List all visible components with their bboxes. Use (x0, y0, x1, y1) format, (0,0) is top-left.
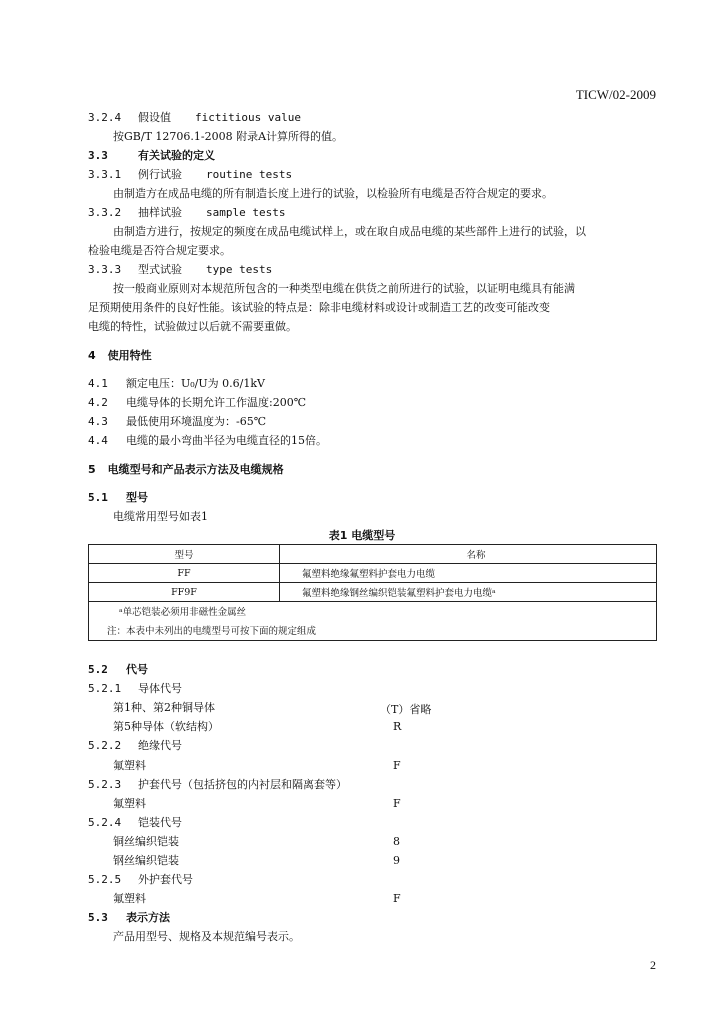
clause-body-line: 检验电缆是否符合规定要求。 (88, 244, 231, 257)
clause-number: 5.2.2 (88, 739, 122, 752)
clause-5-2-3 (88, 778, 347, 792)
clause-number: 3.3.1 (88, 168, 122, 181)
clause-title: 假设值 (138, 111, 171, 124)
clause-5-2-1 (88, 682, 182, 696)
clause-text: 电缆导体的长期允许工作温度:200℃ (126, 396, 307, 409)
clause-4-3 (88, 415, 266, 429)
clause-english-title: fictitious value (195, 111, 301, 124)
clause-number: 4.3 (88, 415, 108, 428)
clause-title: 型式试验 (138, 263, 182, 276)
clause-body-line: 足预期使用条件的良好性能。该试验的特点是：除非电缆材料或设计或制造工艺的改变可能改变 (88, 301, 550, 314)
code-value: R (393, 720, 402, 733)
code-value: F (393, 759, 401, 772)
clause-3-2-4 (88, 111, 301, 125)
clause-5-2-4 (88, 816, 182, 830)
document-id: TICW/02-2009 (575, 87, 656, 102)
section-number: 5 (88, 463, 96, 476)
clause-5-2-5 (88, 873, 193, 887)
clause-4-4 (88, 434, 327, 448)
clause-number: 4.2 (88, 396, 108, 409)
table-cell: FF (89, 564, 280, 583)
section-number: 3.3 (88, 149, 108, 162)
section-number: 4 (88, 349, 96, 362)
clause-3-3-1 (88, 168, 292, 182)
table-note: 注：本表中未列出的电缆型号可按下面的规定组成 (89, 620, 657, 641)
section-title: 电缆型号和产品表示方法及电缆规格 (107, 463, 284, 476)
section-title: 型号 (126, 491, 148, 504)
section-5-3 (88, 911, 170, 925)
clause-body-line: 电缆的特性，试验做过以后就不需要重做。 (88, 320, 297, 333)
clause-4-1 (88, 377, 265, 391)
code-label: 铜丝编织铠装 (113, 835, 179, 848)
section-5-1 (88, 491, 148, 505)
clause-title: 导体代号 (138, 682, 182, 695)
clause-body-line: 按一般商业原则对本规范所包含的一种类型电缆在供货之前所进行的试验，以证明电缆具有能满 (113, 282, 575, 295)
page-number: 2 (650, 958, 656, 972)
table-footnote: ᵃ单芯铠装必须用非磁性金属丝 (89, 602, 657, 621)
table-note-row (89, 620, 657, 641)
clause-4-2 (88, 396, 306, 410)
code-value: （T）省略 (380, 703, 432, 716)
code-value: F (393, 797, 401, 810)
table-header-cell: 型号 (89, 545, 280, 564)
clause-number: 5.2.3 (88, 778, 122, 791)
clause-title: 绝缘代号 (138, 739, 182, 752)
clause-title: 例行试验 (138, 168, 182, 181)
section-number: 5.1 (88, 491, 108, 504)
code-label: 第5种导体（软结构） (113, 720, 219, 733)
code-label: 氟塑料 (113, 759, 146, 772)
clause-english-title: routine tests (206, 168, 293, 181)
clause-english-title: sample tests (206, 206, 286, 219)
code-label: 第1种、第2种铜导体 (113, 701, 215, 714)
section-number: 5.3 (88, 911, 108, 924)
clause-number: 5.2.1 (88, 682, 122, 695)
clause-5-2-2 (88, 739, 182, 753)
table-row (89, 583, 657, 602)
code-value: 8 (393, 835, 400, 848)
section-3-3 (88, 149, 215, 163)
code-value: F (393, 892, 401, 905)
clause-english-title: type tests (206, 263, 273, 276)
clause-number: 4.1 (88, 377, 108, 390)
table-cell: FF9F (89, 583, 280, 602)
clause-body-line: 由制造方进行，按规定的频度在成品电缆试样上，或在取自成品电缆的某些部件上进行的试验，以 (113, 225, 586, 238)
cable-model-table (88, 544, 657, 641)
code-label: 氟塑料 (113, 797, 146, 810)
clause-body: 由制造方在成品电缆的所有制造长度上进行的试验，以检验所有电缆是否符合规定的要求。 (113, 187, 553, 200)
clause-title: 铠装代号 (138, 816, 182, 829)
table-footnote-row (89, 602, 657, 621)
clause-number: 5.2.5 (88, 873, 122, 886)
code-label: 钢丝编织铠装 (113, 854, 179, 867)
table-row (89, 564, 657, 583)
clause-text: 电缆的最小弯曲半径为电缆直径的15倍。 (126, 434, 327, 447)
clause-title: 抽样试验 (138, 206, 182, 219)
section-title: 使用特性 (107, 349, 152, 362)
clause-3-3-3 (88, 263, 272, 277)
clause-number: 3.3.2 (88, 206, 122, 219)
section-title: 有关试验的定义 (138, 149, 215, 162)
clause-text: 最低使用环境温度为：-65℃ (126, 415, 267, 428)
section-5 (88, 463, 284, 477)
table-header-cell: 名称 (280, 545, 657, 564)
section-title: 代号 (126, 663, 148, 676)
table-cell: 氟塑料绝缘氟塑料护套电力电缆 (280, 564, 657, 583)
code-label: 氟塑料 (113, 892, 146, 905)
clause-text: 额定电压：U₀/U为 0.6/1kV (126, 377, 265, 390)
clause-title: 外护套代号 (138, 873, 193, 886)
table-cell: 氟塑料绝缘钢丝编织铠装氟塑料护套电力电缆ᵃ (280, 583, 657, 602)
section-number: 5.2 (88, 663, 108, 676)
section-4 (88, 349, 152, 363)
clause-number: 5.2.4 (88, 816, 122, 829)
clause-body: 按GB/T 12706.1-2008 附录A计算所得的值。 (113, 130, 344, 143)
section-5-2 (88, 663, 148, 677)
clause-number: 3.3.3 (88, 263, 122, 276)
code-value: 9 (393, 854, 400, 867)
clause-number: 4.4 (88, 434, 108, 447)
section-title: 表示方法 (126, 911, 170, 924)
clause-title: 护套代号（包括挤包的内衬层和隔离套等） (138, 778, 347, 791)
table-caption: 表1 电缆型号 (328, 529, 396, 542)
table-header-row (89, 545, 657, 564)
clause-body: 电缆常用型号如表1 (113, 510, 208, 523)
clause-body: 产品用型号、规格及本规范编号表示。 (113, 930, 300, 943)
clause-number: 3.2.4 (88, 111, 122, 124)
clause-3-3-2 (88, 206, 285, 220)
